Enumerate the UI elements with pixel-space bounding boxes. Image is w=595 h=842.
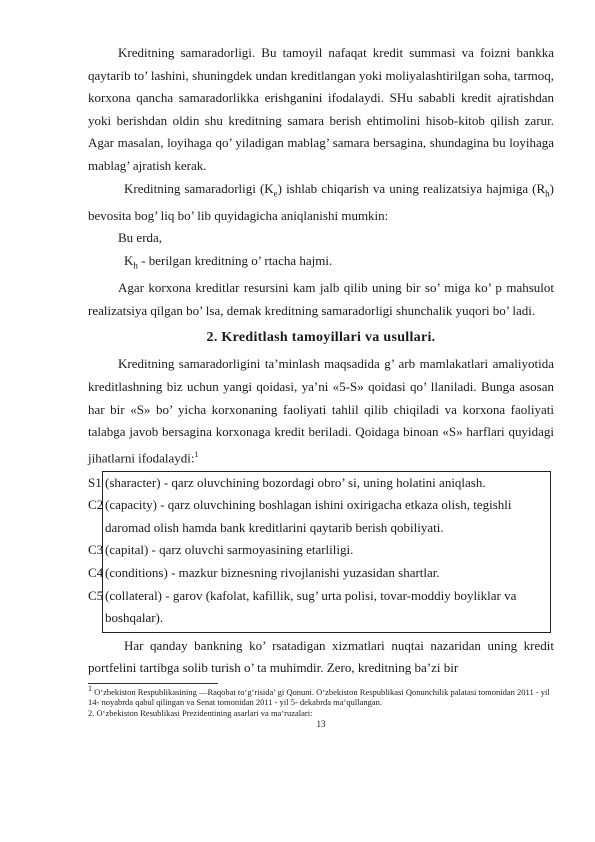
paragraph-efficiency-formula-intro: Kreditning samaradorligi $(K_e)$ ishlab chiqarish va uning realizatsiya hajmiga $(R_h)$ bevosita bog’ liq bo’ lib quyidagicha aniqlanishi mumkin: <box>88 180 555 223</box>
rule-tag: S1 <box>88 474 102 490</box>
rule-tag: C2 <box>88 497 104 513</box>
rule-row-c3 <box>88 539 550 562</box>
paragraph-5s-rule: Kreditning samaradorligini ta’minlash maqsadida g’ arb mamlakatlari amaliyotida kreditlashning biz uchun yangi qoidasi, ya’ni «5-S» qoidasi qo’ llaniladi. Bunga asosan har bir «S» bo’ yicha korxonaning faoliyati tahlil qilib chiqiladi va korxona faoliyati talabga javob bersagina korxonaga kredit beriladi. Qoidaga binoan «S» harflari quyidagi jihatlarni ifodalaydi:$^1$ <box>88 356 554 466</box>
rule-tag: C5 <box>88 587 104 603</box>
paragraph-efficiency-principle: Kreditning samaradorligi. Bu tamoyil nafaqat kredit summasi va foizni bankka qaytarib to’ lashini, shuningdek undan kreditlangan yoki moliyalashtirilgan soha, tarmoq, korxona qancha samaradorlikka erishganini ifodalaydi. SHu sababli kredit ajratishdan yoki berishdan oldin shu kreditning samara berish ehtimolini hisob-kitob qilish zarur. Agar masalan, loyihaga qo’ yiladigan mablag’ samara bersagina, shundagina bu loyihaga mablag’ ajratish kerak. <box>88 45 554 173</box>
rule-row-c5 <box>88 585 550 630</box>
rule-row-c2 <box>88 494 550 539</box>
rule-text: (capacity) - qarz oluvchining boshlagan ishini oxirigacha etkaza olish, tegishli daromad olish hamda bank kreditlarini qaytarib berish qobiliyati. <box>105 497 512 535</box>
rule-row-s1 <box>88 472 550 495</box>
rule-text: (capital) - qarz oluvchi sarmoyasining etarliligi. <box>105 542 354 558</box>
section-heading: 2. Kreditlash tamoyillari va usullari. <box>206 330 436 346</box>
footnote-reference: 1 <box>194 449 199 459</box>
page-number: 13 <box>316 719 326 730</box>
footnote-1: $^1$ O‘zbekiston Respublikasining —Raqobat to‘g‘risida’ gi Qonuni. O‘zbekiston Respublikasi Qonunchilik palatasi tomonidan 2011 - yil 14- noyabrda qabul qilingan va Senat tomonidan 2011 - yil 5- dekabrda ma‘qullangan. <box>88 683 550 708</box>
paragraph-efficiency-conclusion: Agar korxona kreditlar resursini kam jalb qilib uning bir so’ miga ko’ p mahsulot realizatsiya qilgan bo’ lsa, demak kreditning samaradorligi shunchalik yuqori bo’ ladi. <box>88 280 554 318</box>
paragraph-where: Bu erda, <box>118 230 163 246</box>
rule-tag: C4 <box>88 564 104 580</box>
footnote-2: 2. O‘zbekiston Resublikasi Prezidentining asarlari va ma‘ruzalari: <box>88 707 313 718</box>
paragraph-credit-portfolio: Har qanday bankning ko’ rsatadigan xizmatlari nuqtai nazaridan uning kredit portfelini tartibga solib turish o’ ta muhimdir. Zero, kreditning ba’zi bir <box>88 637 554 676</box>
rules-box <box>88 471 551 633</box>
document-page <box>88 0 554 729</box>
rule-tag: C3 <box>88 542 104 558</box>
rule-text: (collateral) - garov (kafolat, kafillik, sug’ urta polisi, tovar-moddiy boyliklar va boshqalar). <box>105 587 517 626</box>
rules-box-wrapper <box>88 471 554 633</box>
rule-text: (conditions) - mazkur biznesning rivojlanishi yuzasidan shartlar. <box>105 564 440 580</box>
rule-row-c4 <box>88 562 550 585</box>
paragraph-variable-definition: $K_h$ - berilgan kreditning o’ rtacha hajmi. <box>124 252 333 271</box>
rule-text: (sharacter) - qarz oluvchining bozordagi obro’ si, uning holatini aniqlash. <box>105 474 486 490</box>
